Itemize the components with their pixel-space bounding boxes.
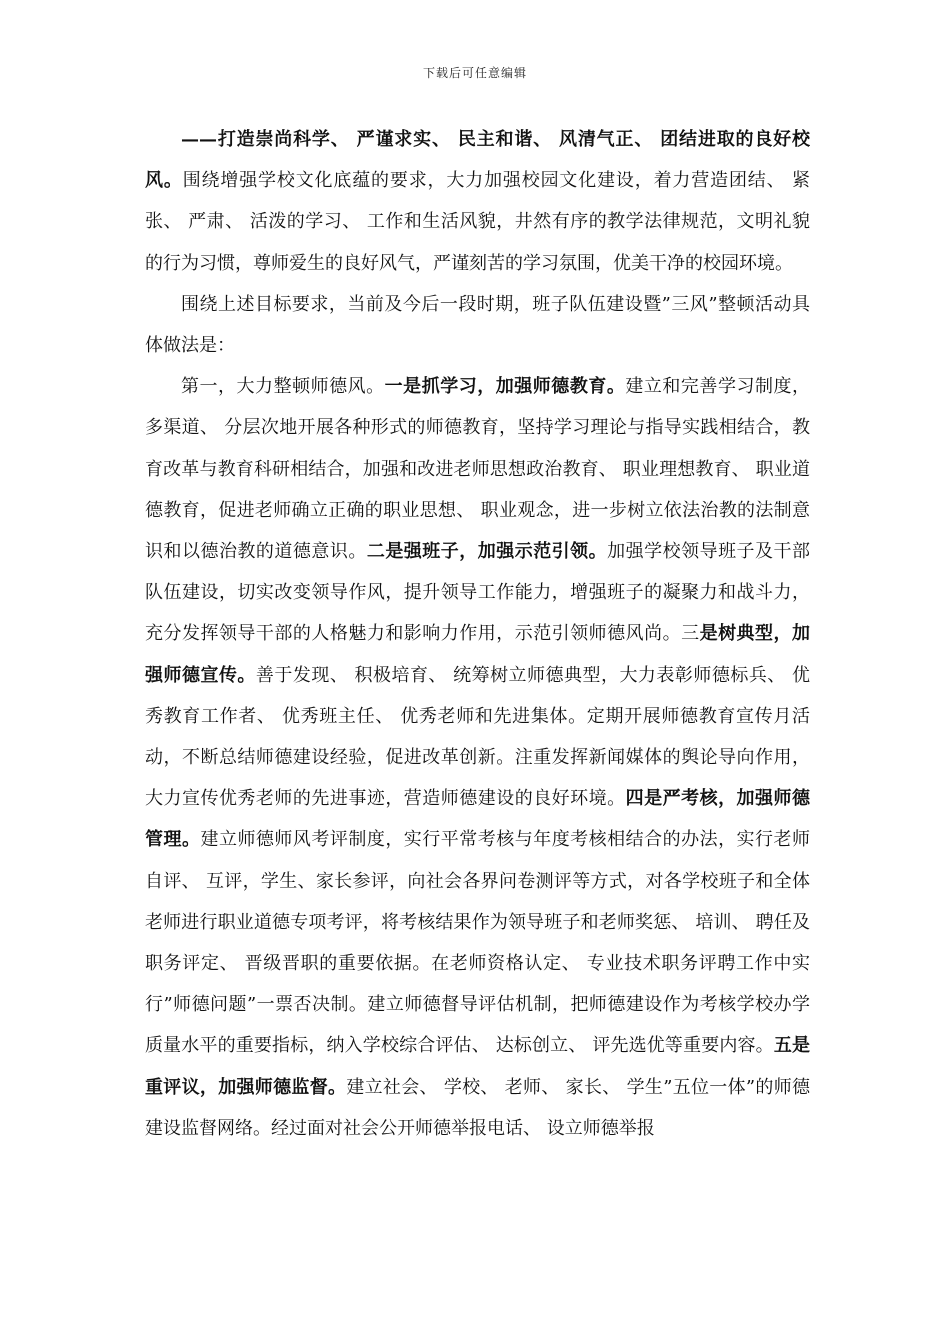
paragraph-text: 加强学校领导班子及干部队伍建设，切实改变领导作风，提升领导工作能力，增强班子的凝聚力和战斗力，充分发挥领导干部的人格魅力和影响力作用，示范引领师德风尚。三 (145, 541, 811, 645)
paragraph-text: 建立师德师风考评制度，实行平常考核与年度考核相结合的办法，实行老师自评、 互评，学生、家长参评，向社会各界问卷测评等方式，对各学校班子和全体老师进行职业道德专项考评，将考核结果作为领导班子和老师奖惩、 培训、 聘任及职务评定、 晋级晋职的重要依据。在老师资格认定、 专业技术职务评聘工作中实行”师德问题”一票否决制。建立师德督导评估机制，把师德建设作为考核学校办学质量水平的重要指标，纳入学校综合评估、 达标创立、 评先选优等重要内容。 (145, 829, 811, 1057)
paragraph-text: 建立和完善学习制度，多渠道、 分层次地开展各种形式的师德教育，坚持学习理论与指导实践相结合，教育改革与教育科研相结合，加强和改进老师思想政治教育、 职业理想教育、 职业道德教育，促进老师确立正确的职业思想、 职业观念，进一步树立依法治教的法制意识和以德治教的道德意识。 (145, 376, 811, 563)
paragraph-text: 善于发现、 积极培育、 统筹树立师德典型，大力表彰师德标兵、 优秀教育工作者、 优秀班主任、 优秀老师和先进集体。定期开展师德教育宣传月活动，不断总结师德建设经验，促进改革创新。注重发挥新闻媒体的舆论导向作用，大力宣传优秀老师的先进事迹，营造师德建设的良好环境。 (145, 664, 810, 810)
heading-school-style: ——打造崇尚科学、 严谨求实、 民主和谐、 风清气正、 团结进取的良好校风。 (145, 129, 810, 192)
paragraph-text: 围绕上述目标要求，当前及今后一段时期，班子队伍建设暨”三风”整顿活动具体做法是： (145, 293, 810, 357)
paragraph-text: 建立社会、 学校、 老师、 家长、 学生”五位一体”的师德建设监督网络。经过面对社会公开师德举报电话、 设立师德举报 (145, 1076, 811, 1139)
section-label-first: 第一，大力整顿师德风。 (181, 376, 385, 398)
point-supervision: 五是重评议，加强师德监督。 (145, 1035, 810, 1098)
paragraph-text: 围绕增强学校文化底蕴的要求，大力加强校园文化建设，着力营造团结、 紧张、 严肃、 活泼的学习、 工作和生活风貌，井然有序的教学法律规范，文明礼貌的行为习惯，尊师爱生的良好风气，严谨刻苦的学习氛围，优美干净的校园环境。 (145, 170, 811, 274)
point-assessment: 四是严考核，加强师德管理。 (145, 788, 811, 851)
paragraph-teacher-ethics (145, 366, 810, 1149)
paragraph-school-style (145, 119, 810, 284)
paragraph-methods-intro (145, 284, 810, 366)
document-body (145, 119, 810, 1149)
point-study: 一是抓学习，加强师德教育。 (384, 376, 626, 398)
page-header: 下载后可任意编辑 (422, 66, 527, 80)
point-role-models: 是树典型，加强师德宣传。 (145, 623, 811, 686)
point-leadership: 二是强班子，加强示范引领。 (366, 541, 608, 563)
